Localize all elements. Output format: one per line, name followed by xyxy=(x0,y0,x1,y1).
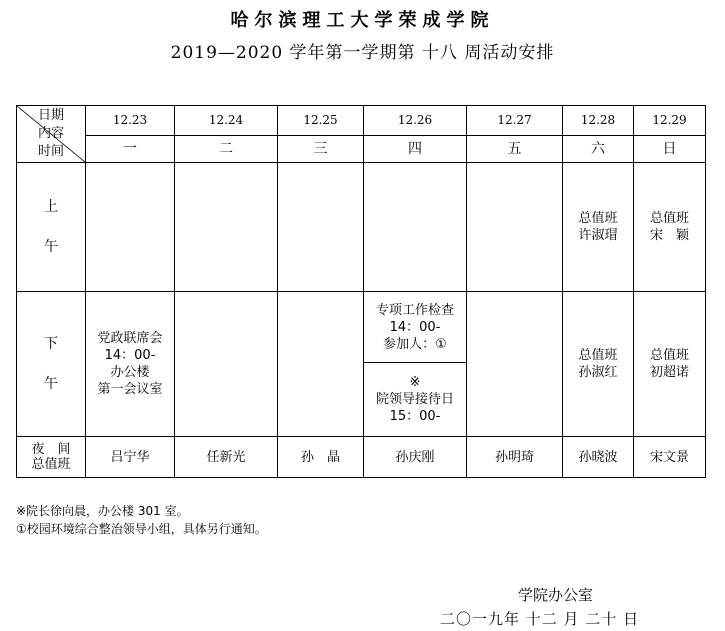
event-title: 院领导接待日 xyxy=(375,392,454,407)
morning-cell-sat xyxy=(563,163,634,292)
school-title: 哈尔滨理工大学荣成学院 xyxy=(230,10,495,31)
date-cell: 12.23 xyxy=(86,106,175,136)
morning-cell-wed xyxy=(278,163,364,292)
note-mark: ※ xyxy=(409,375,421,390)
corner-date-label: 日期 xyxy=(37,108,64,123)
night-duty-name: 任新光 xyxy=(175,437,278,478)
corner-content-label: 内容 xyxy=(37,126,64,141)
duty-person: 许淑瑁 xyxy=(578,228,618,243)
night-label-line: 夜 间 xyxy=(31,442,71,457)
issue-date: 二〇一九年 十二 月 二十 日 xyxy=(440,610,640,628)
morning-cell-sun xyxy=(634,163,706,292)
date-cell: 12.24 xyxy=(175,106,278,136)
night-duty-name: 孙明琦 xyxy=(467,437,563,478)
footnote-group: ①校园环境综合整治领导小组，具体另行通知。 xyxy=(16,522,267,536)
afternoon-period-label xyxy=(17,292,86,437)
morning-cell-thu xyxy=(364,163,467,292)
afternoon-cell-sun xyxy=(634,292,706,437)
morning-cell-mon xyxy=(86,163,175,292)
afternoon-cell-sat xyxy=(563,292,634,437)
thu-inspection-block xyxy=(364,292,466,363)
afternoon-cell-fri xyxy=(467,292,563,437)
weekday-cell: 六 xyxy=(563,136,634,163)
event-title: 党政联席会 xyxy=(97,331,163,346)
period-char: 下 xyxy=(44,336,58,352)
schedule-table xyxy=(16,105,706,478)
morning-period-label xyxy=(17,163,86,292)
thu-reception-block xyxy=(364,363,466,436)
event-room: 第一会议室 xyxy=(97,382,163,397)
night-duty-name: 吕宁华 xyxy=(86,437,175,478)
afternoon-cell-wed xyxy=(278,292,364,437)
period-char: 午 xyxy=(44,239,58,255)
period-char: 午 xyxy=(44,376,58,392)
footnote-president: ※院长徐向晨，办公楼 301 室。 xyxy=(16,504,189,518)
corner-time-label: 时间 xyxy=(37,144,64,159)
morning-cell-fri xyxy=(467,163,563,292)
weekday-cell: 一 xyxy=(86,136,175,163)
duty-label: 总值班 xyxy=(649,348,689,363)
event-participants: 参加人：① xyxy=(383,336,447,352)
night-duty-name: 孙 晶 xyxy=(278,437,364,478)
afternoon-cell-thu xyxy=(364,292,467,437)
date-cell: 12.27 xyxy=(467,106,563,136)
night-duty-name: 孙庆刚 xyxy=(364,437,467,478)
date-cell: 12.26 xyxy=(364,106,467,136)
date-cell: 12.28 xyxy=(563,106,634,136)
event-title: 专项工作检查 xyxy=(375,302,454,318)
duty-label: 总值班 xyxy=(578,211,618,226)
night-label-line: 总值班 xyxy=(31,457,71,472)
corner-cell xyxy=(17,106,86,163)
schedule-subtitle: 2019—2020 学年第一学期第 十八 周活动安排 xyxy=(170,43,555,63)
weekday-cell: 四 xyxy=(364,136,467,163)
weekday-cell: 五 xyxy=(467,136,563,163)
weekday-cell: 二 xyxy=(175,136,278,163)
night-duty-name: 孙晓波 xyxy=(563,437,634,478)
date-cell: 12.25 xyxy=(278,106,364,136)
afternoon-cell-mon xyxy=(86,292,175,437)
duty-person: 宋 颖 xyxy=(649,228,689,243)
date-cell: 12.29 xyxy=(634,106,706,136)
duty-person: 孙淑红 xyxy=(578,365,618,380)
night-duty-name: 宋文景 xyxy=(634,437,706,478)
duty-label: 总值班 xyxy=(578,348,618,363)
issuer-office: 学院办公室 xyxy=(518,586,594,604)
period-char: 上 xyxy=(44,199,58,215)
event-location: 办公楼 xyxy=(110,365,150,380)
event-time: 14：00- xyxy=(389,319,441,335)
event-time: 14：00- xyxy=(104,348,156,363)
event-time: 15：00- xyxy=(389,409,441,424)
weekday-cell: 三 xyxy=(278,136,364,163)
weekday-cell: 日 xyxy=(634,136,706,163)
night-duty-label xyxy=(17,437,86,478)
duty-label: 总值班 xyxy=(649,211,689,226)
afternoon-cell-tue xyxy=(175,292,278,437)
duty-person: 初超诺 xyxy=(649,365,689,380)
morning-cell-tue xyxy=(175,163,278,292)
